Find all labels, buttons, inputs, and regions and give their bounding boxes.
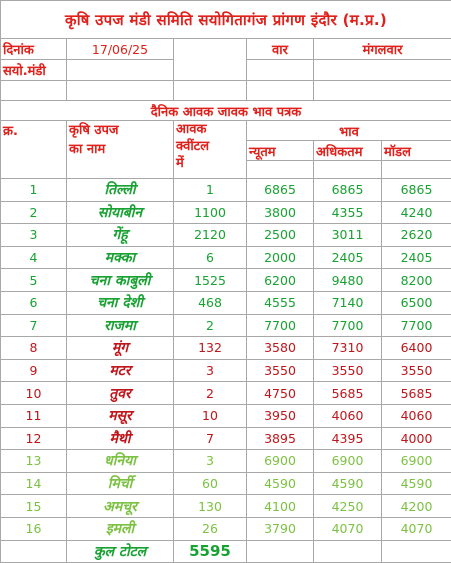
max-price-cell: 4250 xyxy=(314,495,382,518)
table-row xyxy=(1,314,451,337)
min-price-cell: 2000 xyxy=(247,246,314,269)
commodity-cell: गेंहू xyxy=(67,224,174,247)
modal-price-cell: 5685 xyxy=(382,382,451,405)
modal-price-cell: 4000 xyxy=(382,427,451,450)
col-commodity-header xyxy=(67,121,174,179)
serial-cell: 8 xyxy=(1,337,67,360)
arrival-header-line1: आवक xyxy=(176,121,246,138)
commodity-cell: मूंग xyxy=(67,337,174,360)
table-row xyxy=(1,291,451,314)
max-price-cell: 9480 xyxy=(314,269,382,292)
commodity-cell: इमली xyxy=(67,517,174,540)
min-price-cell: 6200 xyxy=(247,269,314,292)
modal-price-cell: 6400 xyxy=(382,337,451,360)
col-arrival-header xyxy=(174,121,247,179)
min-price-cell: 4555 xyxy=(247,291,314,314)
min-price-cell: 6900 xyxy=(247,450,314,473)
max-price-cell: 2405 xyxy=(314,246,382,269)
arrival-cell: 2 xyxy=(174,382,247,405)
commodity-cell: मटर xyxy=(67,359,174,382)
max-price-cell: 4070 xyxy=(314,517,382,540)
col-price-group-header: भाव xyxy=(247,121,451,141)
empty-cell xyxy=(174,81,247,101)
commodity-cell: मैथी xyxy=(67,427,174,450)
min-price-cell: 4750 xyxy=(247,382,314,405)
serial-cell: 4 xyxy=(1,246,67,269)
empty-cell xyxy=(67,81,174,101)
modal-price-cell: 4070 xyxy=(382,517,451,540)
min-price-cell: 4590 xyxy=(247,472,314,495)
modal-price-cell: 4200 xyxy=(382,495,451,518)
max-price-cell: 4395 xyxy=(314,427,382,450)
empty-cell xyxy=(314,81,451,101)
serial-cell: 15 xyxy=(1,495,67,518)
modal-price-cell: 7700 xyxy=(382,314,451,337)
table-row xyxy=(1,269,451,292)
table-row xyxy=(1,224,451,247)
day-value: मंगलवार xyxy=(314,39,451,60)
modal-price-cell: 4240 xyxy=(382,201,451,224)
empty-cell xyxy=(67,60,174,81)
empty-cell xyxy=(247,161,314,179)
table-row xyxy=(1,246,451,269)
day-label: वार xyxy=(247,39,314,60)
arrival-cell: 468 xyxy=(174,291,247,314)
date-value: 17/06/25 xyxy=(67,39,174,60)
max-price-cell: 5685 xyxy=(314,382,382,405)
max-price-cell: 7700 xyxy=(314,314,382,337)
max-price-cell: 4355 xyxy=(314,201,382,224)
arrival-cell: 1525 xyxy=(174,269,247,292)
table-row xyxy=(1,495,451,518)
table-row xyxy=(1,427,451,450)
serial-cell: 3 xyxy=(1,224,67,247)
max-price-cell: 6865 xyxy=(314,179,382,202)
min-price-cell: 3950 xyxy=(247,404,314,427)
table-row xyxy=(1,517,451,540)
table-row xyxy=(1,404,451,427)
max-price-cell: 3550 xyxy=(314,359,382,382)
commodity-cell: सोयाबीन xyxy=(67,201,174,224)
table-row xyxy=(1,201,451,224)
arrival-cell: 3 xyxy=(174,359,247,382)
col-modal-header: मॉडल xyxy=(382,141,451,161)
table-row xyxy=(1,337,451,360)
modal-price-cell: 4590 xyxy=(382,472,451,495)
commodity-cell: तुवर xyxy=(67,382,174,405)
min-price-cell: 3790 xyxy=(247,517,314,540)
empty-cell xyxy=(1,540,67,562)
serial-cell: 6 xyxy=(1,291,67,314)
min-price-cell: 6865 xyxy=(247,179,314,202)
arrival-cell: 132 xyxy=(174,337,247,360)
empty-cell xyxy=(174,39,247,60)
max-price-cell: 7140 xyxy=(314,291,382,314)
commodity-cell: धनिया xyxy=(67,450,174,473)
max-price-cell: 3011 xyxy=(314,224,382,247)
table-row xyxy=(1,179,451,202)
serial-cell: 5 xyxy=(1,269,67,292)
table-row xyxy=(1,472,451,495)
market-name: सयो.मंडी xyxy=(1,60,67,81)
serial-cell: 10 xyxy=(1,382,67,405)
arrival-cell: 10 xyxy=(174,404,247,427)
serial-cell: 14 xyxy=(1,472,67,495)
arrival-cell: 7 xyxy=(174,427,247,450)
empty-cell xyxy=(247,81,314,101)
min-price-cell: 4100 xyxy=(247,495,314,518)
col-serial-header: क्र. xyxy=(1,121,67,179)
total-value: 5595 xyxy=(174,540,247,562)
total-label: कुल टोटल xyxy=(67,540,174,562)
commodity-cell: अमचूर xyxy=(67,495,174,518)
arrival-cell: 6 xyxy=(174,246,247,269)
arrival-cell: 26 xyxy=(174,517,247,540)
arrival-cell: 1 xyxy=(174,179,247,202)
serial-cell: 7 xyxy=(1,314,67,337)
commodity-header-line1: कृषि उपज xyxy=(69,121,173,140)
arrival-cell: 2120 xyxy=(174,224,247,247)
arrival-cell: 130 xyxy=(174,495,247,518)
max-price-cell: 6900 xyxy=(314,450,382,473)
min-price-cell: 3800 xyxy=(247,201,314,224)
empty-cell xyxy=(247,540,314,562)
serial-cell: 1 xyxy=(1,179,67,202)
serial-cell: 9 xyxy=(1,359,67,382)
modal-price-cell: 2620 xyxy=(382,224,451,247)
serial-cell: 12 xyxy=(1,427,67,450)
page-title: कृषि उपज मंडी समिति सयोगितागंज प्रांगण इंदौर (म.प्र.) xyxy=(1,1,451,39)
table-row xyxy=(1,450,451,473)
commodity-cell: तिल्ली xyxy=(67,179,174,202)
table-body xyxy=(1,179,451,541)
empty-cell xyxy=(314,60,451,81)
commodity-cell: चना देशी xyxy=(67,291,174,314)
modal-price-cell: 6900 xyxy=(382,450,451,473)
empty-cell xyxy=(1,81,67,101)
modal-price-cell: 3550 xyxy=(382,359,451,382)
empty-cell xyxy=(314,161,382,179)
max-price-cell: 4060 xyxy=(314,404,382,427)
empty-cell xyxy=(382,161,451,179)
commodity-cell: चना काबुली xyxy=(67,269,174,292)
modal-price-cell: 6865 xyxy=(382,179,451,202)
max-price-cell: 4590 xyxy=(314,472,382,495)
col-min-header: न्यूतम xyxy=(247,141,314,161)
commodity-cell: मसूर xyxy=(67,404,174,427)
serial-cell: 11 xyxy=(1,404,67,427)
table-row xyxy=(1,382,451,405)
arrival-cell: 60 xyxy=(174,472,247,495)
table-row xyxy=(1,359,451,382)
arrival-cell: 3 xyxy=(174,450,247,473)
arrival-cell: 2 xyxy=(174,314,247,337)
modal-price-cell: 6500 xyxy=(382,291,451,314)
arrival-header-line3: में xyxy=(176,155,246,172)
empty-cell xyxy=(382,540,451,562)
modal-price-cell: 8200 xyxy=(382,269,451,292)
serial-cell: 2 xyxy=(1,201,67,224)
min-price-cell: 7700 xyxy=(247,314,314,337)
max-price-cell: 7310 xyxy=(314,337,382,360)
report-title: दैनिक आवक जावक भाव पत्रक xyxy=(1,101,451,121)
col-max-header: अधिकतम xyxy=(314,141,382,161)
min-price-cell: 3550 xyxy=(247,359,314,382)
min-price-cell: 2500 xyxy=(247,224,314,247)
commodity-cell: राजमा xyxy=(67,314,174,337)
modal-price-cell: 4060 xyxy=(382,404,451,427)
commodity-cell: मक्का xyxy=(67,246,174,269)
serial-cell: 13 xyxy=(1,450,67,473)
empty-cell xyxy=(314,540,382,562)
arrival-cell: 1100 xyxy=(174,201,247,224)
date-label: दिनांक xyxy=(1,39,67,60)
min-price-cell: 3580 xyxy=(247,337,314,360)
empty-cell xyxy=(174,60,247,81)
modal-price-cell: 2405 xyxy=(382,246,451,269)
serial-cell: 16 xyxy=(1,517,67,540)
commodity-header-line2: का नाम xyxy=(69,140,173,159)
commodity-cell: मिर्ची xyxy=(67,472,174,495)
arrival-header-line2: क्वींटल xyxy=(176,138,246,155)
min-price-cell: 3895 xyxy=(247,427,314,450)
empty-cell xyxy=(247,60,314,81)
